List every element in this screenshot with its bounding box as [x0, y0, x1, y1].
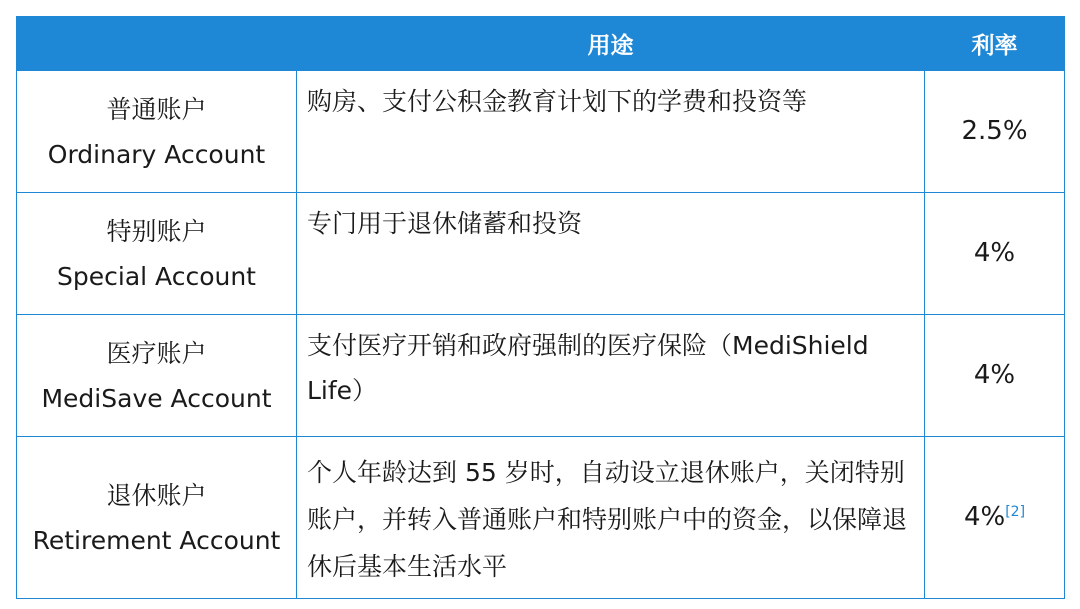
account-name-en: Ordinary Account: [47, 139, 266, 169]
account-name-cn: 退休账户: [106, 480, 207, 510]
account-name-en: Special Account: [57, 261, 256, 291]
purpose-cell: 支付医疗开销和政府强制的医疗保险（MediShield Life）: [297, 315, 925, 437]
cpf-accounts-table: [16, 16, 1065, 599]
rate-value: 4%: [963, 502, 1006, 532]
table-row: [17, 315, 1065, 437]
table-row: [17, 437, 1065, 599]
rate-value: 4%: [973, 238, 1016, 268]
purpose-cell: 专门用于退休储蓄和投资: [297, 193, 925, 315]
footnote-reference-link[interactable]: [2]: [1005, 504, 1026, 520]
account-name-cn: 特别账户: [106, 216, 207, 246]
account-name-cell: [17, 71, 297, 193]
purpose-cell: 购房、支付公积金教育计划下的学费和投资等: [297, 71, 925, 193]
account-name-en: Retirement Account: [32, 525, 281, 555]
rate-cell: [925, 437, 1065, 599]
account-name-cell: [17, 193, 297, 315]
rate-cell: [925, 193, 1065, 315]
account-name-cn: 普通账户: [106, 94, 207, 124]
rate-value: 2.5%: [961, 116, 1028, 146]
rate-value: 4%: [973, 360, 1016, 390]
header-rate: 利率: [925, 17, 1065, 71]
table-row: [17, 193, 1065, 315]
purpose-cell: 个人年龄达到 55 岁时，自动设立退休账户，关闭特别账户，并转入普通账户和特别账户中的资金，以保障退休后基本生活水平: [297, 437, 925, 599]
account-name-cell: [17, 315, 297, 437]
header-row: [17, 17, 1065, 71]
rate-cell: [925, 71, 1065, 193]
account-name-cell: [17, 437, 297, 599]
account-name-en: MediSave Account: [41, 383, 272, 413]
table-row: [17, 71, 1065, 193]
header-purpose: 用途: [297, 17, 925, 71]
header-account: [17, 17, 297, 71]
rate-cell: [925, 315, 1065, 437]
account-name-cn: 医疗账户: [106, 338, 207, 368]
